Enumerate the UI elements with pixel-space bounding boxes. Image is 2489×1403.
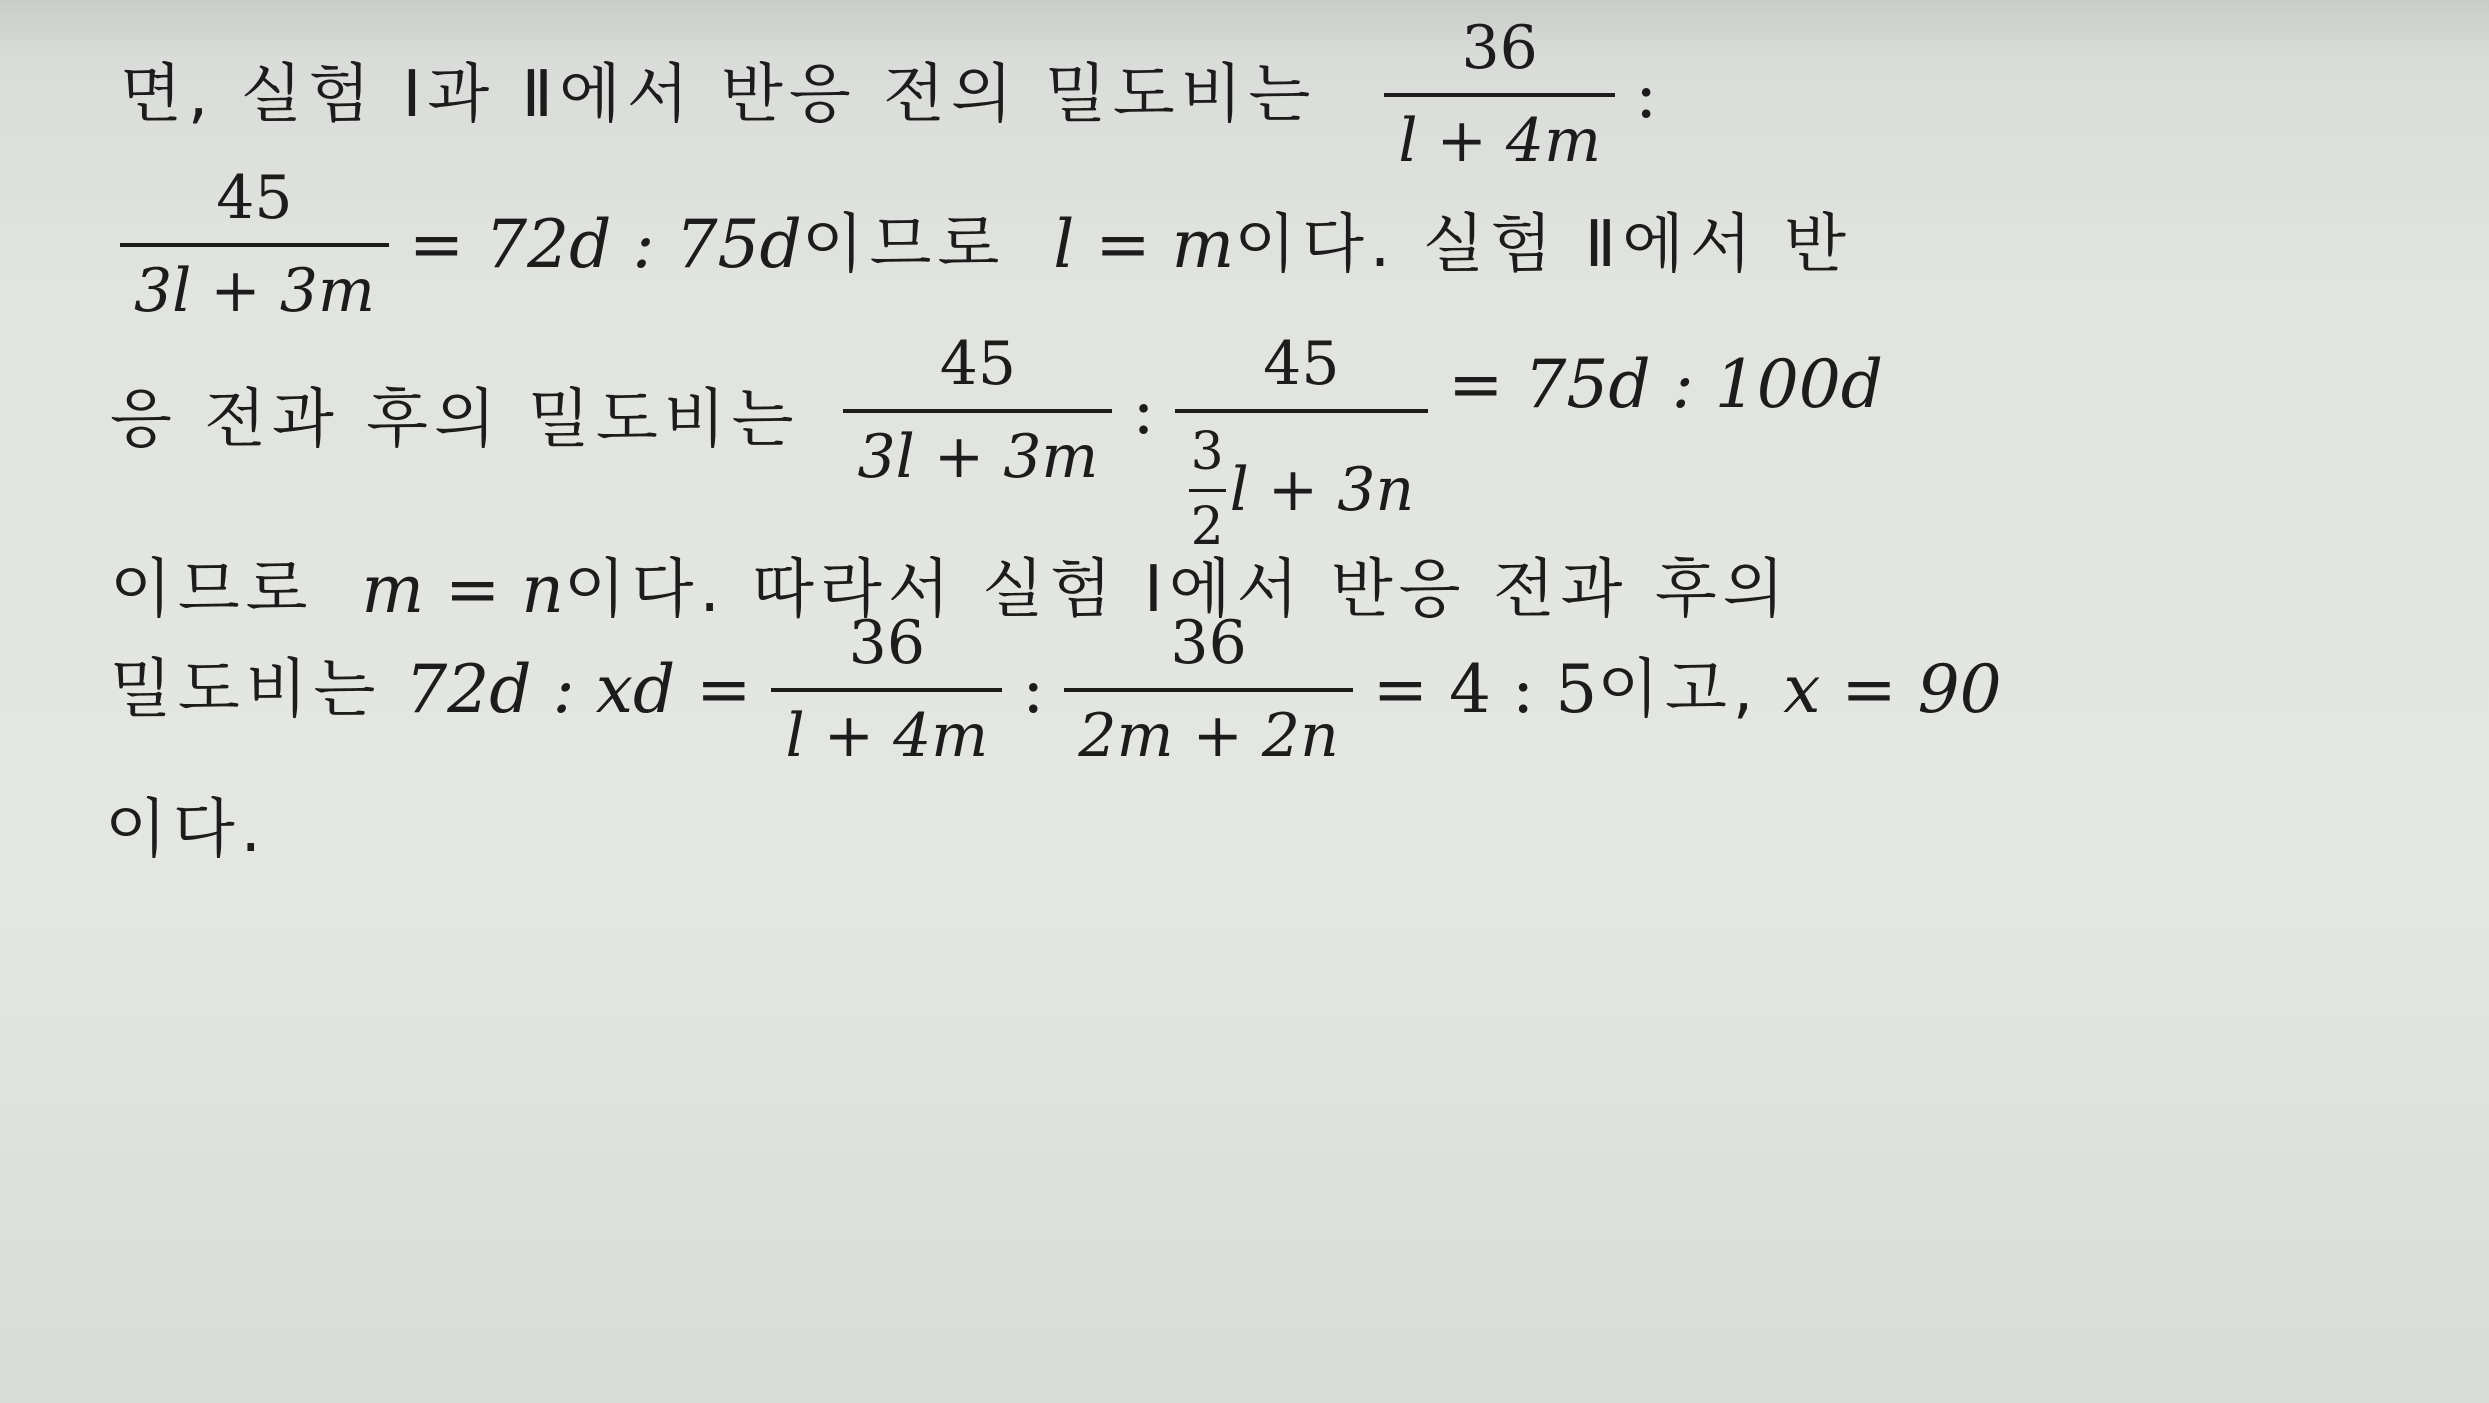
line-2	[120, 163, 1852, 326]
ratio-4-to-5: = 4 : 5	[1372, 651, 1598, 728]
fraction-36-over-l-plus-4m	[771, 609, 1002, 771]
line-6-text: 이다.	[105, 793, 267, 867]
fraction-numerator: 45	[216, 163, 293, 233]
fraction-numerator: 45	[1263, 329, 1340, 399]
fraction-numerator: 36	[1461, 13, 1538, 83]
fraction-numerator: 45	[939, 329, 1017, 399]
fraction-bar	[1384, 93, 1615, 97]
fraction-numerator: 36	[1170, 608, 1247, 678]
ratio-72d-xd: 72d : xd =	[405, 651, 752, 728]
line-4-text-a: 이므로	[110, 553, 314, 627]
line-1-text: 면, 실험 Ⅰ과 Ⅱ에서 반응 전의 밀도비는	[120, 58, 1317, 132]
line-5	[110, 608, 2002, 771]
line-6	[105, 780, 267, 880]
ratio-equation: = 75d : 100d	[1448, 346, 1884, 423]
fraction-denominator: 2m + 2n	[1078, 701, 1339, 771]
fraction-denominator: l + 4m	[785, 701, 989, 771]
line-3	[110, 329, 1884, 557]
fraction-numerator: 36	[848, 608, 925, 678]
fraction-bar	[843, 409, 1112, 413]
fraction-36-over-l-plus-4m	[1384, 14, 1615, 176]
fraction-denominator: 2	[1190, 496, 1224, 557]
fraction-45-over-3l-plus-3m	[843, 330, 1112, 492]
line-2-text-b: 이다. 실험 Ⅱ에서 반	[1234, 208, 1852, 282]
fraction-bar	[120, 243, 389, 247]
line-3-text: 응 전과 후의 밀도비는	[110, 383, 800, 457]
ratio-colon: :	[1132, 372, 1155, 449]
fraction-denominator: 3l + 3m	[857, 422, 1099, 492]
ratio-colon: :	[1635, 56, 1658, 133]
fraction-denominator: 3l + 3m	[134, 256, 375, 326]
line-5-text-a: 밀도비는	[110, 653, 382, 727]
fraction-numerator: 3	[1190, 422, 1224, 482]
line-1	[120, 13, 1658, 176]
fraction-45-over-compound	[1175, 330, 1429, 558]
fraction-45-over-3l-plus-3m	[120, 164, 389, 326]
ratio-equation: = 72d : 75d	[408, 206, 802, 283]
fraction-bar	[1064, 688, 1352, 692]
line-2-text-a: 이므로	[801, 208, 1006, 282]
denominator-rest: l + 3n	[1229, 454, 1415, 525]
equation-l-equals-m: l = m	[1053, 206, 1235, 283]
line-4-text-b: 이다. 따라서 실험 Ⅰ에서 반응 전과 후의	[563, 553, 1791, 627]
ratio-colon: :	[1022, 651, 1045, 728]
fraction-bar	[1189, 489, 1226, 492]
result-x-equals-90: x = 90	[1783, 651, 2002, 728]
fraction-bar	[1175, 409, 1429, 413]
equation-m-equals-n: m = n	[361, 551, 564, 628]
line-5-text-b: 이고,	[1597, 653, 1760, 727]
fraction-denominator: l + 4m	[1398, 106, 1602, 176]
fraction-36-over-2m-plus-2n	[1064, 609, 1352, 771]
fraction-bar	[771, 688, 1002, 692]
